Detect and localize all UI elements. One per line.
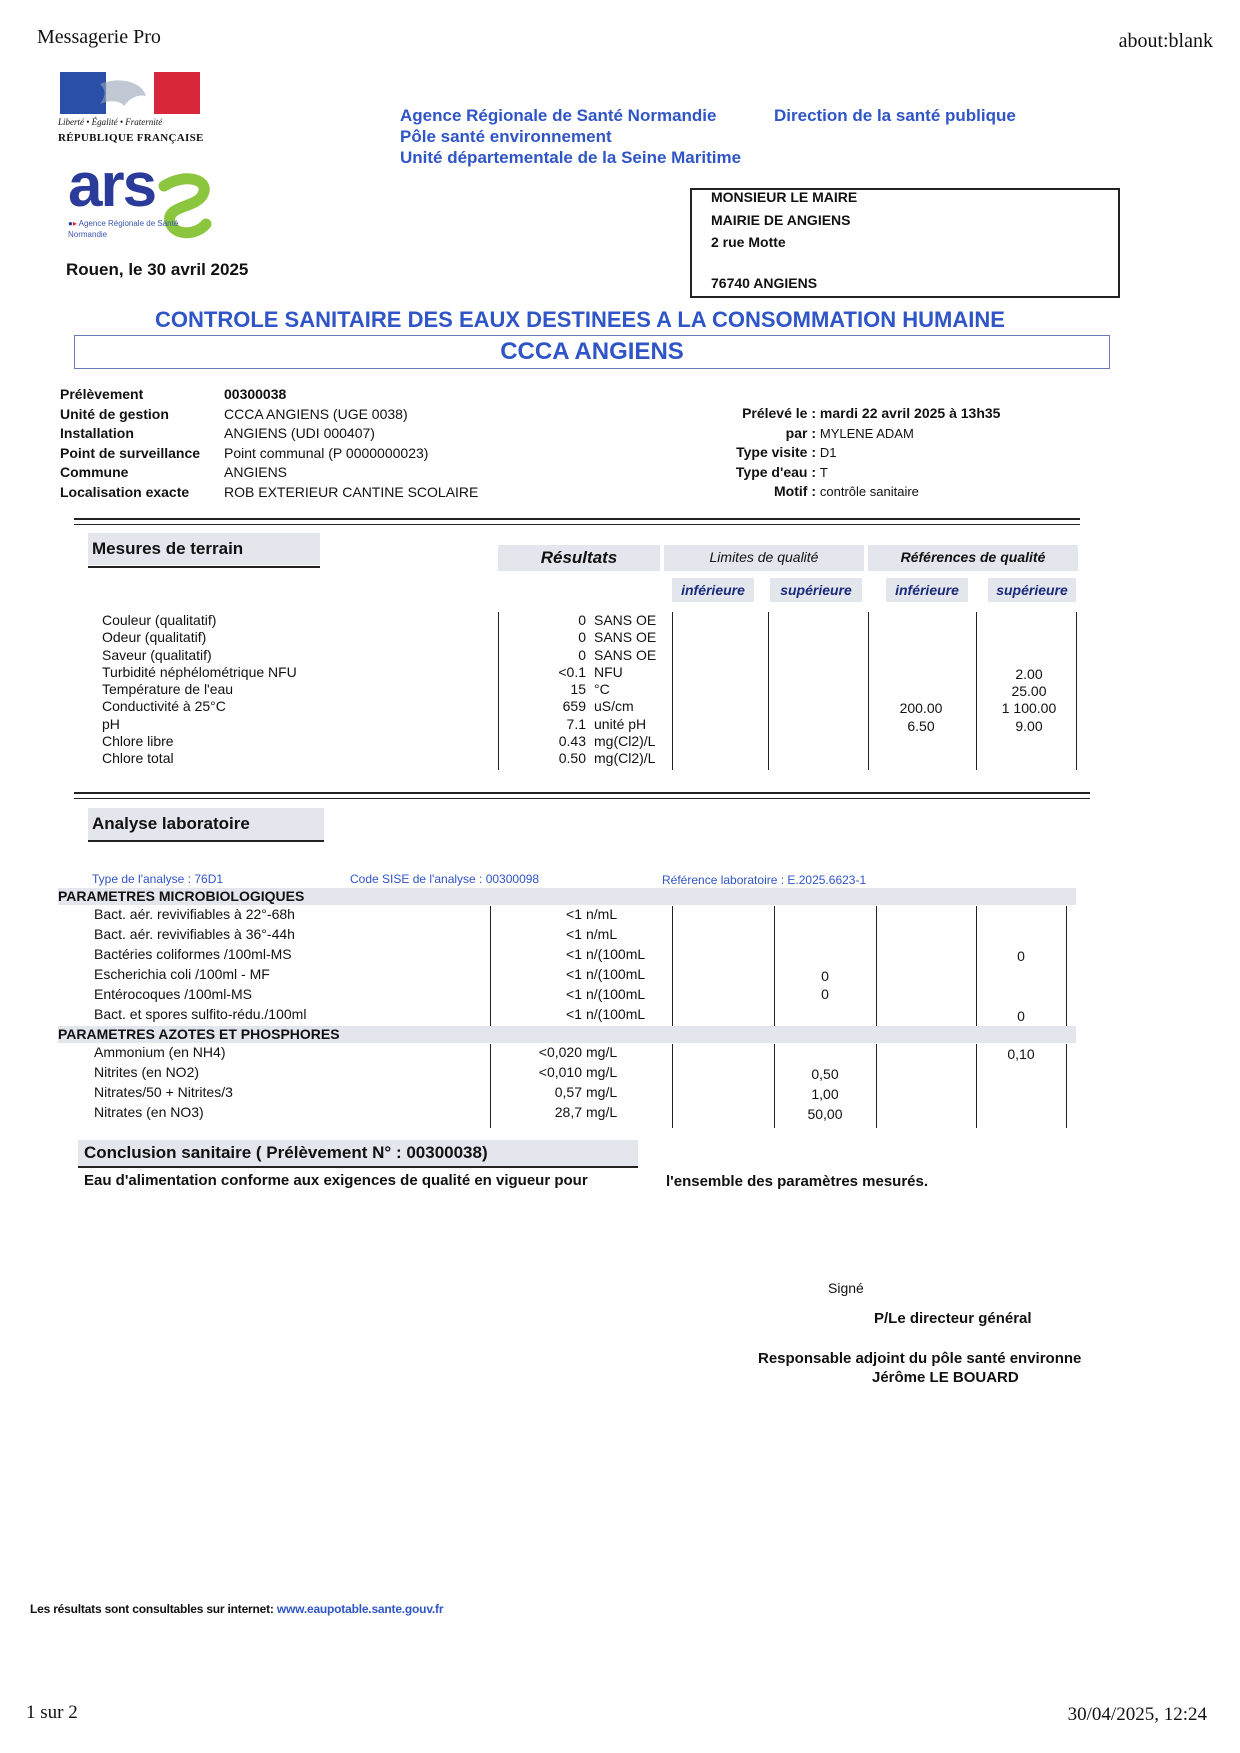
ref-sup-value: 2.00: [1015, 665, 1043, 682]
lim-sup-value: 0: [821, 968, 829, 984]
table-row: [0, 1064, 1240, 1084]
info-row: [690, 443, 1000, 463]
param-name: Escherichia coli /100ml - MF: [94, 966, 270, 982]
col-results-header: Résultats: [540, 548, 618, 567]
param-name: pH: [102, 715, 120, 732]
table-row: [0, 1084, 1240, 1104]
col-ref-inf-header: inférieure: [895, 582, 959, 598]
param-unit: n/mL: [586, 926, 618, 942]
table-row: [0, 906, 1240, 926]
ref-sup-value: 0: [1017, 1008, 1025, 1024]
param-name: Turbidité néphélométrique NFU: [102, 663, 297, 680]
param-unit: mg/L: [586, 1104, 618, 1120]
info-row: [60, 424, 478, 444]
table-row: [0, 1104, 1240, 1124]
marianne-logo: [60, 70, 200, 116]
page-indicator: 1 sur 2: [26, 1702, 78, 1723]
info-row: [60, 405, 478, 425]
param-name: Bact. et spores sulfito-rédu./100ml: [94, 1006, 307, 1022]
footer-text: [30, 1602, 443, 1616]
param-value: 659: [562, 698, 586, 715]
info-label: Commune: [60, 464, 129, 480]
param-value: <0.1: [558, 663, 586, 680]
table-row: [0, 750, 1240, 767]
info-row: [60, 463, 478, 483]
info-row: [60, 483, 478, 503]
param-unit: mg(Cl2)/L: [594, 733, 656, 750]
lab-reference: Référence laboratoire : E.2025.6623-1: [662, 873, 867, 887]
republique-motto: Liberté • Égalité • Fraternité: [58, 117, 163, 127]
analysis-code: Code SISE de l'analyse : 00300098: [350, 872, 540, 886]
heading-underline: [88, 566, 320, 568]
separator-line: [74, 524, 1080, 525]
param-unit: n/(100mL: [586, 966, 646, 982]
ref-sup-value: 0,10: [1007, 1046, 1035, 1062]
table-row: [0, 986, 1240, 1006]
param-name: Nitrates (en NO3): [94, 1104, 204, 1120]
info-value: T: [819, 464, 828, 480]
param-name: Conductivité à 25°C: [102, 698, 226, 715]
col-refs-header: Références de qualité: [900, 549, 1046, 565]
ars-subtitle-1: Agence Régionale de Santé: [78, 219, 179, 228]
ars-logo-subtitle: ●▸ Agence Régionale de Santé: [68, 219, 179, 228]
table-row: [0, 733, 1240, 750]
signed-label: Signé: [828, 1280, 864, 1296]
info-label: Unité de gestion: [60, 405, 169, 422]
ref-inf-value: 6.50: [907, 717, 935, 734]
param-value: <1: [566, 986, 582, 1002]
ref-sup-value: 9.00: [1015, 717, 1043, 734]
ref-sup-value: 25.00: [1011, 683, 1047, 700]
param-value: <1: [566, 926, 582, 942]
param-value: 0: [578, 612, 586, 628]
info-value: Point communal (P 0000000023): [224, 444, 429, 461]
heading-underline: [88, 840, 324, 842]
param-unit: NFU: [594, 663, 623, 680]
signatory-name: Jérôme LE BOUARD: [872, 1369, 1019, 1386]
table-row: [0, 664, 1240, 681]
info-left: [60, 385, 478, 502]
param-value: 0: [578, 629, 586, 646]
lim-sup-value: 0,50: [811, 1066, 839, 1082]
ref-sup-value: 1 100.00: [1001, 700, 1057, 717]
param-unit: mg(Cl2)/L: [594, 750, 656, 767]
param-value: 28,7: [554, 1104, 582, 1120]
param-unit: n/(100mL: [586, 986, 646, 1002]
info-label: Localisation exacte: [60, 483, 190, 500]
table-row: [0, 1006, 1240, 1026]
info-label: par :: [785, 424, 816, 441]
separator-line: [74, 792, 1090, 794]
param-name: Bact. aér. revivifiables à 22°-68h: [94, 906, 295, 922]
info-value: ANGIENS (UDI 000407): [224, 425, 375, 441]
print-datetime: 30/04/2025, 12:24: [1067, 1704, 1207, 1725]
param-unit: n/(100mL: [586, 1006, 646, 1022]
agency-line2: Pôle santé environnement: [400, 127, 612, 146]
info-label: Motif :: [774, 483, 816, 499]
info-row: [690, 404, 1000, 424]
agency-line3: Unité départementale de la Seine Maritime: [400, 148, 742, 167]
separator-line: [74, 518, 1080, 520]
param-value: 0,57: [554, 1084, 582, 1100]
param-value: <1: [566, 946, 582, 962]
info-row: [690, 482, 1000, 502]
table-row: [0, 698, 1240, 715]
info-row: [690, 463, 1000, 483]
param-value: 0: [578, 646, 586, 663]
ars-subtitle-2: Normandie: [68, 230, 108, 239]
lim-sup-value: 0: [821, 986, 829, 1002]
agency-direction: Direction de la santé publique: [774, 106, 1016, 125]
date-line: Rouen, le 30 avril 2025: [66, 260, 249, 279]
param-name: Bact. aér. revivifiables à 36°-44h: [94, 926, 295, 942]
recipient-line4: 76740 ANGIENS: [711, 275, 818, 291]
footer-link[interactable]: www.eaupotable.sante.gouv.fr: [276, 1602, 444, 1616]
param-name: Couleur (qualitatif): [102, 612, 217, 628]
info-label: Type d'eau :: [735, 463, 816, 480]
info-row: [690, 424, 1000, 444]
page-url: about:blank: [1118, 30, 1213, 52]
table-row: [0, 946, 1240, 966]
param-name: Bactéries coliformes /100ml-MS: [94, 946, 292, 962]
info-label: Installation: [60, 425, 134, 441]
param-unit: SANS OE: [594, 646, 657, 663]
agency-line1: Agence Régionale de Santé Normandie: [400, 106, 717, 125]
analysis-type: Type de l'analyse : 76D1: [92, 872, 224, 886]
param-name: Nitrates/50 + Nitrites/3: [94, 1084, 233, 1100]
info-label: Prélevé le :: [742, 405, 816, 421]
labo-table-1: [0, 906, 1240, 1026]
separator-line: [74, 798, 1090, 799]
param-unit: n/(100mL: [586, 946, 646, 962]
table-row: [0, 629, 1240, 646]
ars-logo-text: ars: [68, 151, 156, 220]
footer-label: Les résultats sont consultables sur internet:: [30, 1602, 274, 1616]
param-unit: °C: [594, 681, 610, 698]
param-value: 0.43: [558, 733, 586, 750]
info-value: mardi 22 avril 2025 à 13h35: [819, 405, 1001, 421]
info-value: ANGIENS: [224, 464, 288, 480]
col-ref-sup-header: supérieure: [996, 582, 1068, 598]
info-label: Type visite :: [736, 444, 816, 460]
param-unit: SANS OE: [594, 612, 657, 628]
info-value: MYLENE ADAM: [819, 425, 914, 441]
param-value: <1: [566, 966, 582, 982]
group-azote: PARAMETRES AZOTES ET PHOSPHORES: [58, 1026, 340, 1042]
param-unit: uS/cm: [594, 698, 634, 715]
signatory-role: Responsable adjoint du pôle santé environne: [758, 1350, 1082, 1367]
param-name: Saveur (qualitatif): [102, 646, 212, 663]
conclusion-text: Eau d'alimentation conforme aux exigences de qualité en vigueur pour: [84, 1172, 588, 1189]
param-name: Température de l'eau: [102, 681, 234, 698]
info-label: Point de surveillance: [60, 444, 201, 461]
info-value: CCCA ANGIENS (UGE 0038): [224, 405, 408, 422]
labo-heading: Analyse laboratoire: [92, 814, 250, 833]
col-lim-sup-header: supérieure: [780, 582, 852, 598]
signatory-title: P/Le directeur général: [874, 1310, 1032, 1327]
lim-sup-value: 50,00: [807, 1106, 843, 1122]
param-name: Nitrites (en NO2): [94, 1064, 200, 1080]
param-unit: SANS OE: [594, 629, 657, 646]
info-row: [60, 385, 478, 405]
page-title: CONTROLE SANITAIRE DES EAUX DESTINEES A LA CONSOMMATION HUMAINE: [155, 307, 1005, 332]
col-limits-header: Limites de qualité: [709, 549, 819, 565]
param-value: <1: [566, 1006, 582, 1022]
info-value: 00300038: [224, 386, 287, 402]
param-value: <1: [566, 906, 582, 922]
table-row: [0, 716, 1240, 733]
table-row: [0, 926, 1240, 946]
labo-table-2: [0, 1044, 1240, 1124]
param-unit: n/mL: [586, 906, 618, 922]
param-name: Odeur (qualitatif): [102, 629, 207, 646]
recipient-line2: MAIRIE DE ANGIENS: [711, 212, 851, 228]
param-unit: mg/L: [586, 1064, 618, 1080]
table-row: [0, 1044, 1240, 1064]
republique-name: RÉPUBLIQUE FRANÇAISE: [58, 132, 204, 144]
ref-inf-value: 200.00: [899, 700, 943, 717]
param-value: <0,020: [538, 1044, 582, 1060]
table-row: [0, 681, 1240, 698]
param-value: 15: [570, 681, 586, 698]
recipient-line1: MONSIEUR LE MAIRE: [711, 189, 858, 205]
info-value: D1: [819, 445, 837, 460]
page-subtitle: CCCA ANGIENS: [500, 338, 684, 365]
table-row: [0, 966, 1240, 986]
recipient-line3: 2 rue Motte: [711, 234, 786, 250]
param-value: 7.1: [566, 715, 586, 732]
param-value: 0.50: [558, 750, 586, 767]
param-name: Chlore libre: [102, 733, 174, 750]
info-value: contrôle sanitaire: [819, 484, 919, 499]
param-value: <0,010: [538, 1064, 582, 1080]
group-microbio: PARAMETRES MICROBIOLOGIQUES: [58, 888, 305, 904]
col-lim-inf-header: inférieure: [681, 582, 745, 598]
app-name: Messagerie Pro: [37, 26, 161, 48]
param-name: Chlore total: [102, 750, 174, 767]
info-value: ROB EXTERIEUR CANTINE SCOLAIRE: [224, 483, 479, 500]
table-row: [0, 612, 1240, 629]
terrain-heading: Mesures de terrain: [92, 539, 244, 558]
heading-underline: [78, 1166, 638, 1168]
table-row: [0, 647, 1240, 664]
param-name: Ammonium (en NH4): [94, 1044, 226, 1060]
lim-sup-value: 1,00: [811, 1086, 839, 1102]
conclusion-text-2: l'ensemble des paramètres mesurés.: [666, 1173, 929, 1190]
info-label: Prélèvement: [60, 386, 144, 402]
param-unit: unité pH: [594, 715, 647, 732]
conclusion-heading: Conclusion sanitaire ( Prélèvement N° : 00300038): [84, 1143, 488, 1162]
info-right: [690, 404, 1000, 502]
param-unit: mg/L: [586, 1084, 618, 1100]
param-name: Entérocoques /100ml-MS: [94, 986, 252, 1002]
terrain-table: [0, 612, 1240, 768]
info-row: [60, 444, 478, 464]
param-unit: mg/L: [586, 1044, 618, 1060]
ref-sup-value: 0: [1017, 948, 1025, 964]
